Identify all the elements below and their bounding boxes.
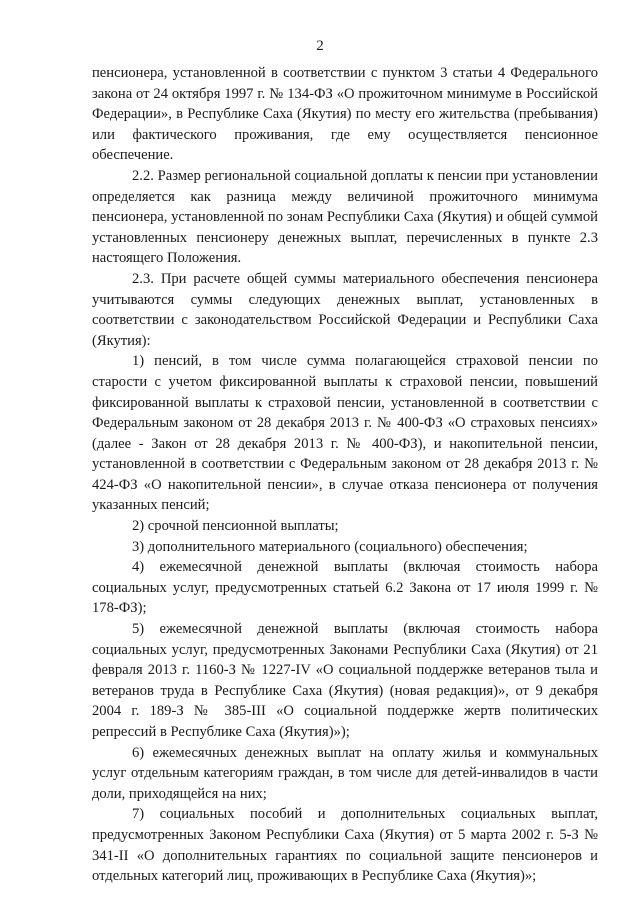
list-item-3: 3) дополнительного материального (социального) обеспечения; [132, 538, 528, 555]
list-item-6: 6) ежемесячных денежных выплат на оплату жилья и коммунальных услуг отдельным категориям граждан, в том числе для детей-инвалидов в части доли, приходящейся на них; [92, 744, 598, 802]
paragraph-2-2: 2.2. Размер региональной социальной доплаты к пенсии при установлении определяется как разница между величиной прожиточного минимума пенсионера, установленной по зонам Республики Саха (Якутия) и общей суммой установленных пенсионеру денежных выплат, перечисленных в пункте 2.3 настоящего Положения. [92, 167, 598, 267]
list-item-7: 7) социальных пособий и дополнительных социальных выплат, предусмотренных Законом Республики Саха (Якутия) от 5 марта 2002 г. 5-З № 341-II «О дополнительных гарантиях по социальной защите пенсионеров и отдельных категорий лиц, проживающих в Республике Саха (Якутия)»; [92, 806, 598, 885]
list-item-4: 4) ежемесячной денежной выплаты (включая стоимость набора социальных услуг, предусмотренных статьей 6.2 Закона от 17 июля 1999 г. № 178-ФЗ); [92, 559, 598, 617]
list-item-2: 2) срочной пенсионной выплаты; [132, 518, 339, 535]
list-item-5: 5) ежемесячной денежной выплаты (включая стоимость набора социальных услуг, предусмотренных Законами Республики Саха (Якутия) от 21 февраля 2013 г. 1160-З № 1227-IV «О социальной поддержке ветеранов тыла и ветеранов труда в Республике Саха (Якутия) (новая редакция)», от 9 декабря 2004 г. 189-З № 385-III «О социальной поддержке жертв политических репрессий в Республике Саха (Якутия)»); [92, 621, 598, 740]
paragraph-2-3: 2.3. При расчете общей суммы материального обеспечения пенсионера учитываются суммы следующих денежных выплат, установленных в соответствии с законодательством Российской Федерации и Республики Саха (Якутия): [92, 270, 598, 349]
page-number: 2 [316, 38, 324, 54]
list-item-1: 1) пенсий, в том числе сумма полагающейся страховой пенсии по старости с учетом фиксированной выплаты к страховой пенсии, повышений фиксированной выплаты к страховой пенсии, установленной в соответствии с Федеральным законом от 28 декабря 2013 г. № 400-ФЗ «О страховых пенсиях» (далее - Закон от 28 декабря 2013 г. № 400-ФЗ), и накопительной пенсии, установленной в соответствии с Федеральным законом от 28 декабря 2013 г. № 424-ФЗ «О накопительной пенсии», в случае отказа пенсионера от получения указанных пенсий; [92, 353, 598, 514]
paragraph-continuation: пенсионера, установленной в соответствии с пунктом 3 статьи 4 Федерального закона от 24 октября 1997 г. № 134-ФЗ «О прожиточном минимуме в Российской Федерации», в Республике Саха (Якутия) по месту его жительства (пребывания) или фактического проживания, где ему осуществляется пенсионное обеспечение. [92, 65, 598, 164]
document-body [92, 63, 598, 887]
